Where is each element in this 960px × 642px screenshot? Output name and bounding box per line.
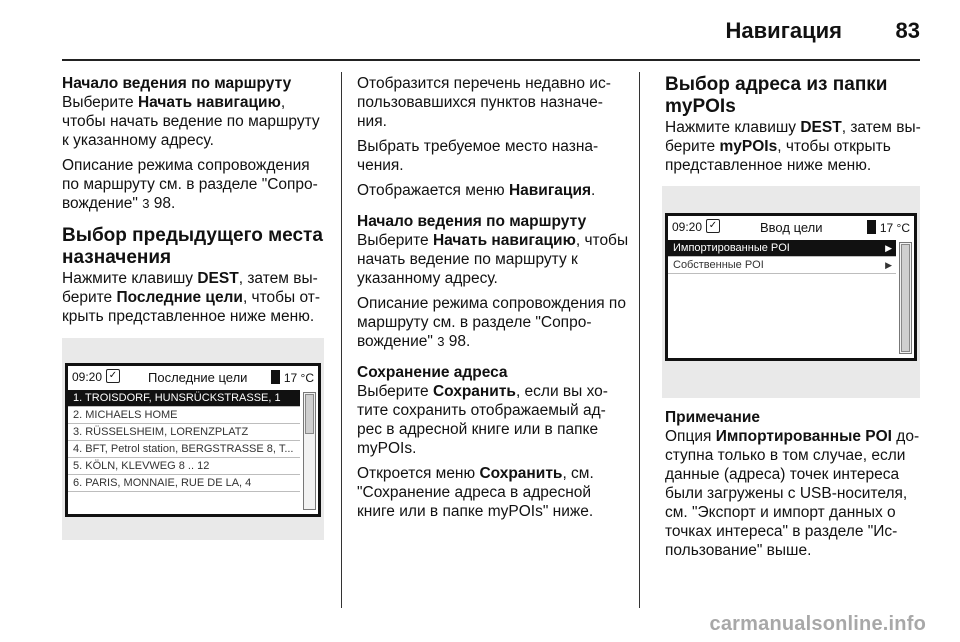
destination-list [68,390,300,492]
thermometer-icon [867,220,876,234]
list-item[interactable]: 6. PARIS, MONNAIE, RUE DE LA, 4 [68,475,300,492]
paragraph: Отобразится перечень недавно ис-пользовавшихся пунктов назначе-ния. [357,75,611,130]
screenshot-recent-destinations [62,338,324,540]
column-divider [639,72,640,608]
clock-time: 09:20 [672,220,703,234]
display-screen [65,363,321,517]
list-item-own-poi[interactable]: Собственные POI ▶ [668,257,896,274]
check-icon: ✓ [106,369,120,383]
screen-title: Последние цели [148,370,248,385]
clock-time: 09:20 [72,370,103,384]
paragraph: Откроется меню Сохранить, см. "Сохранение адреса в адресной книге или в папке myPOIs" ниже. [357,465,594,520]
column-1 [62,74,330,332]
scrollbar-thumb[interactable] [305,394,314,434]
paragraph: Нажмите клавишу DEST, затем вы-берите myPOIs, чтобы открыть представленное ниже меню. [665,119,921,174]
column-divider [341,72,342,608]
scrollbar[interactable] [303,392,316,510]
screenshot-enter-destination [662,186,920,398]
list-item-imported-poi[interactable]: Импортированные POI ▶ [668,240,896,257]
section-heading: Начало ведения по маршруту [357,213,587,230]
chapter-title: Навигация [725,18,842,43]
column-3 [665,74,927,181]
paragraph: Описание режима сопровождения по маршруту см. в разделе "Сопро-вождение" 3 98. [357,295,626,350]
page-reference-icon: 3 [142,196,150,211]
paragraph: Нажмите клавишу DEST, затем вы-берите Последние цели, чтобы от-крыть представленное ниже меню. [62,270,321,325]
section-heading: Начало ведения по маршруту [62,75,292,92]
paragraph: Выбрать требуемое место назна-чения. [357,138,599,174]
paragraph: Выберите Сохранить, если вы хо-тите сохранить отображаемый ад-рес в адресной книге или в папке myPOIs. [357,383,608,457]
paragraph: Отображается меню Навигация. [357,182,596,199]
page-header [0,0,960,62]
screen-title: Ввод цели [760,220,823,235]
poi-list [668,240,896,274]
header-rule [62,59,920,61]
section-heading: Сохранение адреса [357,364,508,381]
temperature: 17 °C [867,220,910,235]
scrollbar[interactable] [899,242,912,354]
note-heading: Примечание [665,409,760,426]
paragraph: Описание режима сопровождения по маршруту см. в разделе "Сопро-вождение" 3 98. [62,157,318,212]
paragraph: Выберите Начать навигацию, чтобы начать ведение по маршруту к указанному адресу. [357,232,629,287]
list-item[interactable]: 5. KÖLN, KLEVWEG 8 .. 12 [68,458,300,475]
page-reference-icon: 3 [437,334,445,349]
list-item[interactable]: 1. TROISDORF, HUNSRÜCKSTRASSE, 1 [68,390,300,407]
paragraph: Опция Импортированные POI до-ступна только в том случае, если данные (адреса) точек интереса были загружены с USB-носителя, см. "Экспорт и импорт данных о точках интереса" в разделе "Ис-пользование" выше. [665,428,920,559]
page-number: 83 [895,18,920,43]
check-icon: ✓ [706,219,720,233]
list-item[interactable]: 2. MICHAELS HOME [68,407,300,424]
note-block [665,408,927,566]
paragraph: Выберите Начать навигацию, чтобы начать ведение по маршруту к указанному адресу. [62,94,320,149]
display-screen [665,213,917,361]
chevron-right-icon: ▶ [885,243,892,253]
column-2 [357,74,629,527]
section-heading: Выбор предыдущего места назначения [62,225,323,268]
chevron-right-icon: ▶ [885,260,892,270]
list-item[interactable]: 4. BFT, Petrol station, BERGSTRASSE 8, T... [68,441,300,458]
status-bar [68,366,318,388]
thermometer-icon [271,370,280,384]
temperature: 17 °C [271,370,314,385]
section-heading: Выбор адреса из папки myPOIs [665,74,888,117]
status-bar [668,216,914,238]
list-item[interactable]: 3. RÜSSELSHEIM, LORENZPLATZ [68,424,300,441]
scrollbar-thumb[interactable] [901,244,910,352]
watermark: carmanualsonline.info [709,613,926,635]
